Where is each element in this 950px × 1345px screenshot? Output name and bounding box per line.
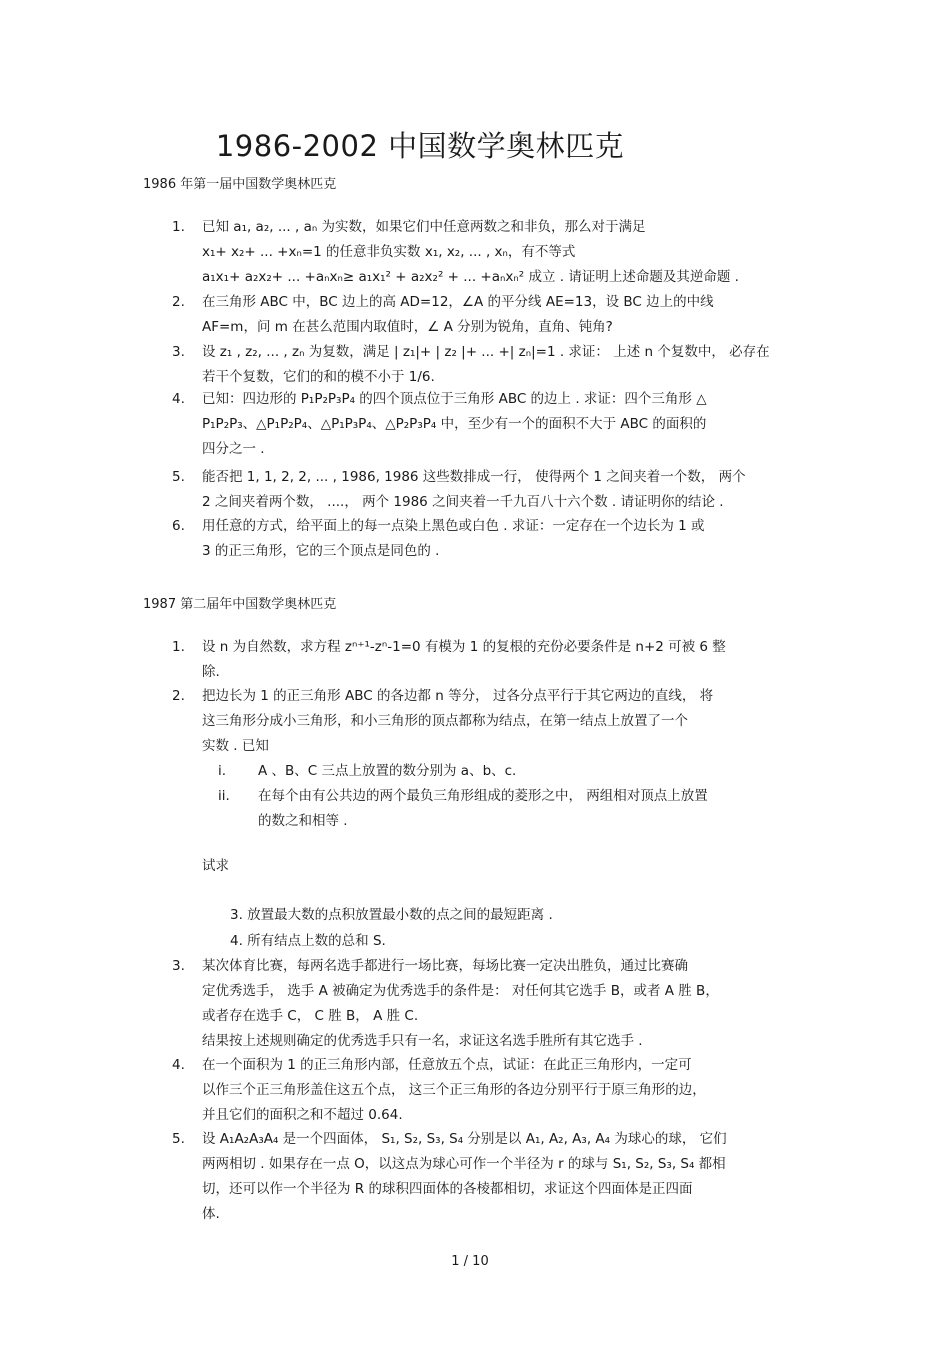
- problem-line: 已知 a₁, a₂, ... , aₙ 为实数，如果它们中任意两数之和非负，那么对于满足: [202, 219, 646, 235]
- problem-line: P₁P₂P₃、△P₁P₂P₄、△P₁P₃P₄、△P₂P₃P₄ 中，至少有一个的面积不大于 ABC 的面积的: [202, 416, 707, 432]
- problem-number: 5.: [172, 469, 185, 485]
- problem-line: 3 的正三角形，它的三个顶点是同色的 .: [202, 543, 440, 559]
- page-title: 1986-2002 中国数学奥林匹克: [215, 129, 625, 163]
- problem-line: 若干个复数，它们的和的模不小于 1/6.: [202, 369, 435, 385]
- section-heading-1987: 1987 第二届年中国数学奥林匹克: [143, 597, 337, 612]
- subcondition-line: 的数之和相等 .: [258, 813, 348, 829]
- problem-line: 把边长为 1 的正三角形 ABC 的各边都 n 等分， 过各分点平行于其它两边的直线， 将: [202, 688, 714, 704]
- problem-number: 4.: [172, 1057, 185, 1073]
- subcondition-number: i.: [218, 763, 227, 779]
- problem-line: 并且它们的面积之和不超过 0.64.: [202, 1107, 403, 1123]
- problem-line: 两两相切 . 如果存在一点 O，以这点为球心可作一个半径为 r 的球与 S₁, S₂, S₃, S₄ 都相: [202, 1156, 726, 1172]
- problem-line: 这三角形分成小三角形，和小三角形的顶点都称为结点，在第一结点上放置了一个: [202, 713, 688, 729]
- problem-number: 2.: [172, 294, 185, 310]
- problem-line: a₁x₁+ a₂x₂+ ... +aₙxₙ≥ a₁x₁² + a₂x₂² + ... +aₙxₙ² 成立 . 请证明上述命题及其逆命题 .: [202, 269, 739, 285]
- problem-number: 5.: [172, 1131, 185, 1147]
- ask-item-3: 3. 放置最大数的点积放置最小数的点之间的最短距离 .: [230, 907, 553, 923]
- problem-number: 3.: [172, 958, 185, 974]
- problem-line: 某次体育比赛，每两名选手都进行一场比赛，每场比赛一定决出胜负，通过比赛确: [202, 958, 688, 974]
- page-number: 1 / 10: [451, 1254, 489, 1269]
- subcondition-number: ii.: [218, 788, 230, 804]
- problem-number: 3.: [172, 344, 185, 360]
- problem-number: 1.: [172, 219, 185, 235]
- problem-line: 用任意的方式，给平面上的每一点染上黑色或白色 . 求证：一定存在一个边长为 1 或: [202, 518, 705, 534]
- problem-line: 切，还可以作一个半径为 R 的球积四面体的各棱都相切，求证这个四面体是正四面: [202, 1181, 693, 1197]
- problem-line: 或者存在选手 C， C 胜 B， A 胜 C.: [202, 1008, 419, 1024]
- problem-line: x₁+ x₂+ ... +xₙ=1 的任意非负实数 x₁, x₂, ... , xₙ，有不等式: [202, 244, 576, 260]
- problem-number: 4.: [172, 391, 185, 407]
- problem-line: 定优秀选手， 选手 A 被确定为优秀选手的条件是： 对任何其它选手 B，或者 A 胜 B，: [202, 983, 719, 999]
- problem-line: 设 A₁A₂A₃A₄ 是一个四面体， S₁, S₂, S₃, S₄ 分别是以 A₁, A₂, A₃, A₄ 为球心的球， 它们: [202, 1131, 727, 1147]
- problem-line: 四分之一 .: [202, 441, 265, 457]
- section-heading-1986: 1986 年第一届中国数学奥林匹克: [143, 177, 337, 192]
- problem-number: 2.: [172, 688, 185, 704]
- ask-item-4: 4. 所有结点上数的总和 S.: [230, 933, 386, 949]
- problem-line: 在一个面积为 1 的正三角形内部，任意放五个点，试证：在此正三角形内，一定可: [202, 1057, 692, 1073]
- problem-line: 除.: [202, 664, 220, 680]
- problem-number: 1.: [172, 639, 185, 655]
- problem-line: 设 n 为自然数，求方程 zⁿ⁺¹-zⁿ-1=0 有模为 1 的复根的充份必要条件是 n+2 可被 6 整: [202, 639, 726, 655]
- problem-line: AF=m，问 m 在甚么范围内取值时，∠ A 分别为锐角，直角、钝角?: [202, 319, 613, 335]
- problem-line: 能否把 1, 1, 2, 2, ... , 1986, 1986 这些数排成一行， 使得两个 1 之间夹着一个数， 两个: [202, 469, 746, 485]
- subcondition-line: 在每个由有公共边的两个最负三角形组成的菱形之中， 两组相对顶点上放置: [258, 788, 708, 804]
- ask-label: 试求: [202, 858, 229, 874]
- problem-line: 在三角形 ABC 中，BC 边上的高 AD=12，∠A 的平分线 AE=13，设 BC 边上的中线: [202, 294, 714, 310]
- subcondition-line: A 、B、C 三点上放置的数分别为 a、b、c.: [258, 763, 517, 779]
- problem-line: 实数 . 已知: [202, 738, 269, 754]
- problem-line: 结果按上述规则确定的优秀选手只有一名，求证这名选手胜所有其它选手 .: [202, 1033, 643, 1049]
- problem-line: 设 z₁ , z₂, ... , zₙ 为复数，满足 | z₁|+ | z₂ |+ ... +| zₙ|=1 . 求证： 上述 n 个复数中， 必存在: [202, 344, 770, 360]
- problem-line: 以作三个正三角形盖住这五个点， 这三个正三角形的各边分别平行于原三角形的边，: [202, 1082, 706, 1098]
- problem-line: 2 之间夹着两个数， ....， 两个 1986 之间夹着一千九百八十六个数 . 请证明你的结论 .: [202, 494, 724, 510]
- problem-line: 已知：四边形的 P₁P₂P₃P₄ 的四个顶点位于三角形 ABC 的边上 . 求证：四个三角形 △: [202, 391, 707, 407]
- problem-line: 体.: [202, 1206, 220, 1222]
- problem-number: 6.: [172, 518, 185, 534]
